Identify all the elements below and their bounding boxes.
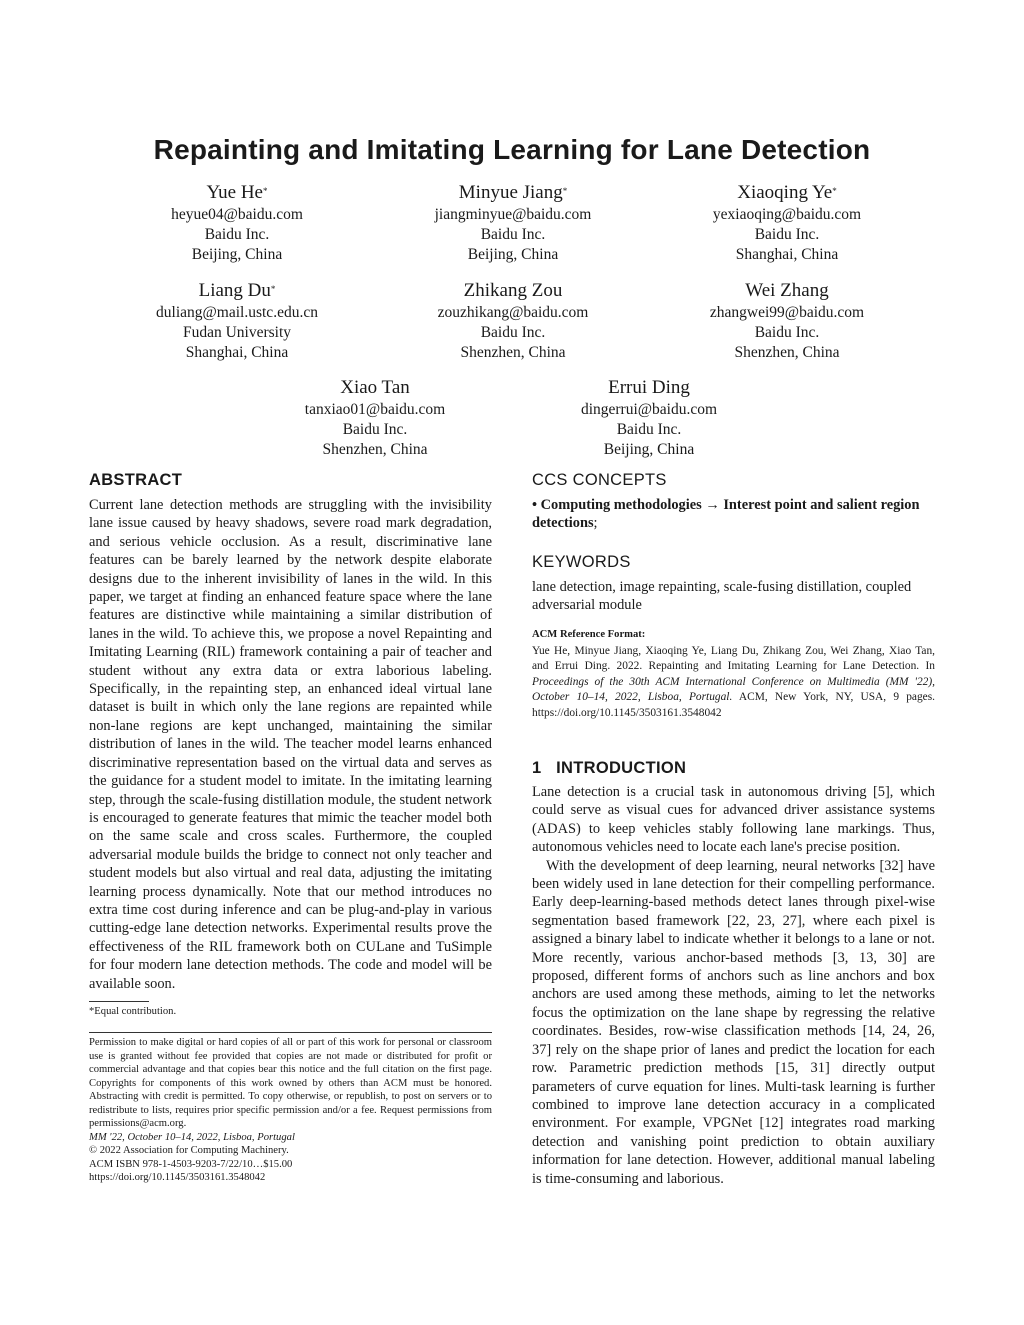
copyright-line: © 2022 Association for Computing Machinery. [89,1145,289,1156]
author-name: Errui Ding [608,377,690,398]
author-location: Beijing, China [191,246,283,263]
author-affiliation: Baidu Inc. [754,226,820,243]
reference-format [532,628,935,721]
author-name: Minyue Jiang* [458,182,568,203]
keywords-section [532,553,935,615]
author-name: Wei Zhang [745,280,829,301]
permission-text: Permission to make digital or hard copies of all or part of this work for personal or classroom use is granted without fee provided that copies are not made or distributed for profit or commercial advantage and that copies bear this notice and the full citation on the first page. Copyrights for components of this work owned by others than ACM must be honored. Abstracting with credit is permitted. To copy otherwise, or republish, to post on servers or to redistribute to lists, requires prior specific permission and/or a fee. Request permissions from permissions@acm.org. [89,1037,492,1129]
author-affiliation: Fudan University [182,324,292,341]
abstract-text: Current lane detection methods are struggling with the invisibility lane issue caused by heavy shadows, severe road mark degradation, and serious vehicle occlusion. As a result, discriminative lane features can be barely learned by the network despite elaborate designs due to the inherent invisibility of lanes in the wild. In this paper, we target at finding an enhanced feature space where the lane features are distinctive while maintaining a similar distribution of lanes in the wild. To achieve this, we propose a novel Repainting and Imitating Learning (RIL) framework containing a pair of teacher and student without any extra data or extra laborious labeling. Specifically, in the repainting step, an enhanced ideal virtual lane dataset is built in which only the lane regions are repainted while non-lane regions are kept unchanged, maintaining the similar distribution of lanes in the wild. The teacher model learns enhanced discriminative representation based on the virtual data and serves as the guidance for a student model to imitate. In the imitating learning step, through the scale-fusing distillation module, the student network is encouraged to generate features that mimic the teacher model both on the same scale and cross scales. Furthermore, the coupled adversarial module builds the bridge to connect not only teacher and student models but also virtual and real data, adjusting the imitating learning process dynamically. Note that our method introduces no extra time cost during inference and can be plug-and-play in various cutting-edge lane detection networks. Experimental results prove the effectiveness of the RIL framework both on CULane and TuSimple for four modern lane detection methods. The code and model will be available soon. [89,497,492,992]
author-email: jiangminyue@baidu.com [434,206,592,223]
footnote-divider [89,1001,149,1002]
author-block [484,377,814,460]
doi-line: https://doi.org/10.1145/3503161.3548042 [89,1172,266,1183]
author-location: Shanghai, China [185,344,289,361]
introduction-heading: 1 INTRODUCTION [532,759,687,777]
author-email: duliang@mail.ustc.edu.cn [156,304,318,321]
venue-line: MM '22, October 10–14, 2022, Lisboa, Portugal [89,1131,295,1143]
equal-contribution-footnote: *Equal contribution. [89,1006,177,1017]
author-name: Xiao Tan [340,377,410,398]
abstract-section [89,471,492,993]
author-email: zhangwei99@baidu.com [709,304,865,321]
isbn-line: ACM ISBN 978-1-4503-9203-7/22/10…$15.00 [89,1158,293,1170]
author-affiliation: Baidu Inc. [480,324,546,341]
author-name: Yue He* [206,182,268,203]
ccs-concepts: • Computing methodologies → Interest point and salient region detections; [532,497,920,532]
author-email: yexiaoqing@baidu.com [712,206,862,223]
author-location: Shenzhen, China [322,441,428,458]
author-affiliation: Baidu Inc. [204,226,270,243]
introduction-paragraph-1: Lane detection is a crucial task in autonomous driving [5], which could serve as visual cues for advanced driver assistance systems (ADAS) to keep vehicles stably following lane markings. Thus, autonomous vehicles need to locate each lane's precise position. [532,784,935,856]
paper-title: Repainting and Imitating Learning for Lane Detection [153,134,871,165]
reference-text: Yue He, Minyue Jiang, Xiaoqing Ye, Liang Du, Zhikang Zou, Wei Zhang, Xiao Tan, and Errui Ding. 2022. Repainting and Imitating Learning for Lane Detection. In Proceedings of the 30th ACM International Conference on Multimedia (MM '22), October 10–14, 2022, Lisboa, Portugal. ACM, New York, NY, USA, 9 pages. https://doi.org/10.1145/3503161.3548042 [532,644,935,719]
author-email: zouzhikang@baidu.com [437,304,589,321]
permission-block [89,1036,492,1185]
author-name: Xiaoqing Ye* [737,182,837,203]
author-location: Shenzhen, China [734,344,840,361]
author-location: Shenzhen, China [460,344,566,361]
introduction-section [532,759,935,1188]
author-name: Liang Du* [198,280,276,301]
author-location: Beijing, China [467,246,559,263]
author-location: Beijing, China [603,441,695,458]
author-block [622,280,952,363]
author-affiliation: Baidu Inc. [754,324,820,341]
keywords-text: lane detection, image repainting, scale-fusing distillation, coupled adversarial module [532,579,912,614]
ccs-heading: CCS CONCEPTS [532,471,667,489]
author-name: Zhikang Zou [463,280,563,301]
introduction-paragraph-2: With the development of deep learning, neural networks [32] have been widely used in lane detection for their compelling performance. Early deep-learning-based methods detect lanes through pixel-wise segmentation based framework [22, 23, 27], where each pixel is assigned a binary label to indicate whether it belongs to a lane or not. More recently, various anchor-based methods [3, 13, 30] are proposed, different forms of anchors such as line anchors and box anchors are used among these methods, aiming to let the networks focus the optimization on the lane shape by regressing the relative coordinates. Besides, row-wise classification methods [14, 24, 26, 37] rely on the shape prior of lanes and predict the location for each row. Parametric prediction methods [15, 31] directly output parameters of curve equation for lines. Multi-task learning is further combined to improve lane detection accuracy in a complicated environment. For example, VPGNet [12] integrates road marking detection and vanishing point prediction to obtain auxiliary information for lane detection. However, additional manual labeling is time-consuming and laborious. [532,857,935,1187]
author-affiliation: Baidu Inc. [480,226,546,243]
author-affiliation: Baidu Inc. [616,421,682,438]
permission-divider [89,1032,492,1033]
abstract-heading: ABSTRACT [89,471,183,489]
ccs-section [532,471,935,533]
author-location: Shanghai, China [735,246,839,263]
author-affiliation: Baidu Inc. [342,421,408,438]
author-email: dingerrui@baidu.com [580,401,718,418]
author-block [622,182,952,265]
author-email: tanxiao01@baidu.com [304,401,446,418]
reference-label: ACM Reference Format: [532,629,646,640]
keywords-heading: KEYWORDS [532,553,631,571]
author-email: heyue04@baidu.com [171,206,303,223]
